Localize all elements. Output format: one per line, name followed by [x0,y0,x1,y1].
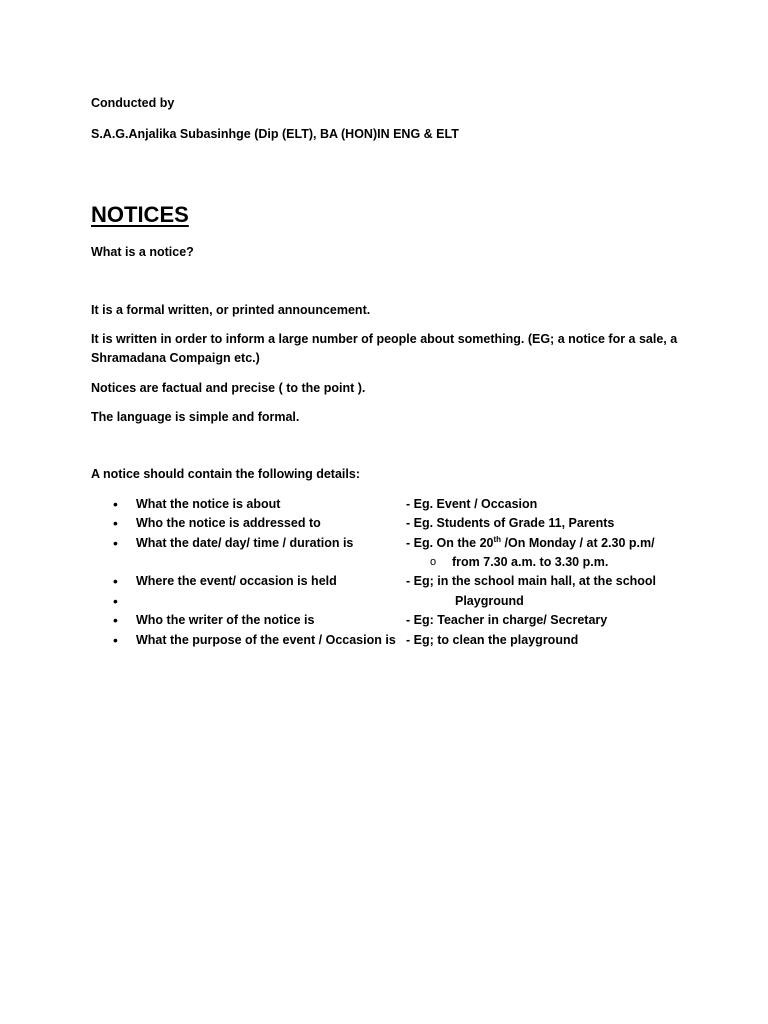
detail-example: - Eg. Event / Occasion [406,497,538,511]
detail-item: What the notice is about [136,497,281,511]
paragraph-2-line-1: It is written in order to inform a large number of people about something. (EG; a notice for a sale, a [91,332,678,346]
page-title: NOTICES [91,202,189,227]
detail-example: - Eg; to clean the playground [406,633,579,647]
detail-example: - Eg; in the school main hall, at the school [406,574,657,588]
details-intro: A notice should contain the following details: [91,467,360,481]
detail-example: - Eg: Teacher in charge/ Secretary [406,613,608,627]
bullet-marker: • [113,573,118,589]
detail-item: Where the event/ occasion is held [136,574,337,588]
author-line: S.A.G.Anjalika Subasinhge (Dip (ELT), BA (HON)IN ENG & ELT [91,127,459,141]
bullet-marker: • [113,593,118,609]
conducted-by-label: Conducted by [91,96,175,110]
detail-example-superscript: th [493,535,502,544]
detail-sub-example: from 7.30 a.m. to 3.30 p.m. [452,555,609,569]
detail-item: What the purpose of the event / Occasion is [136,633,396,647]
bullet-marker: • [113,612,118,628]
detail-example: - Eg. Students of Grade 11, Parents [406,516,615,530]
paragraph-2-line-2: Shramadana Compaign etc.) [91,351,260,365]
paragraph-4: The language is simple and formal. [91,410,300,424]
detail-example-post: /On Monday / at 2.30 p.m/ [501,536,655,550]
detail-item: Who the notice is addressed to [136,516,321,530]
bullet-marker: • [113,632,118,648]
detail-example-pre: - Eg. On the 20 [406,536,494,550]
question-line: What is a notice? [91,245,194,259]
detail-item: What the date/ day/ time / duration is [136,536,354,550]
detail-example [406,535,655,551]
bullet-marker: • [113,496,118,512]
bullet-marker: • [113,515,118,531]
paragraph-3: Notices are factual and precise ( to the point ). [91,381,366,395]
detail-example-continuation: Playground [455,594,524,608]
paragraph-1: It is a formal written, or printed announcement. [91,303,371,317]
detail-item: Who the writer of the notice is [136,613,315,627]
bullet-marker: • [113,535,118,551]
sub-bullet-marker: o [430,556,437,568]
